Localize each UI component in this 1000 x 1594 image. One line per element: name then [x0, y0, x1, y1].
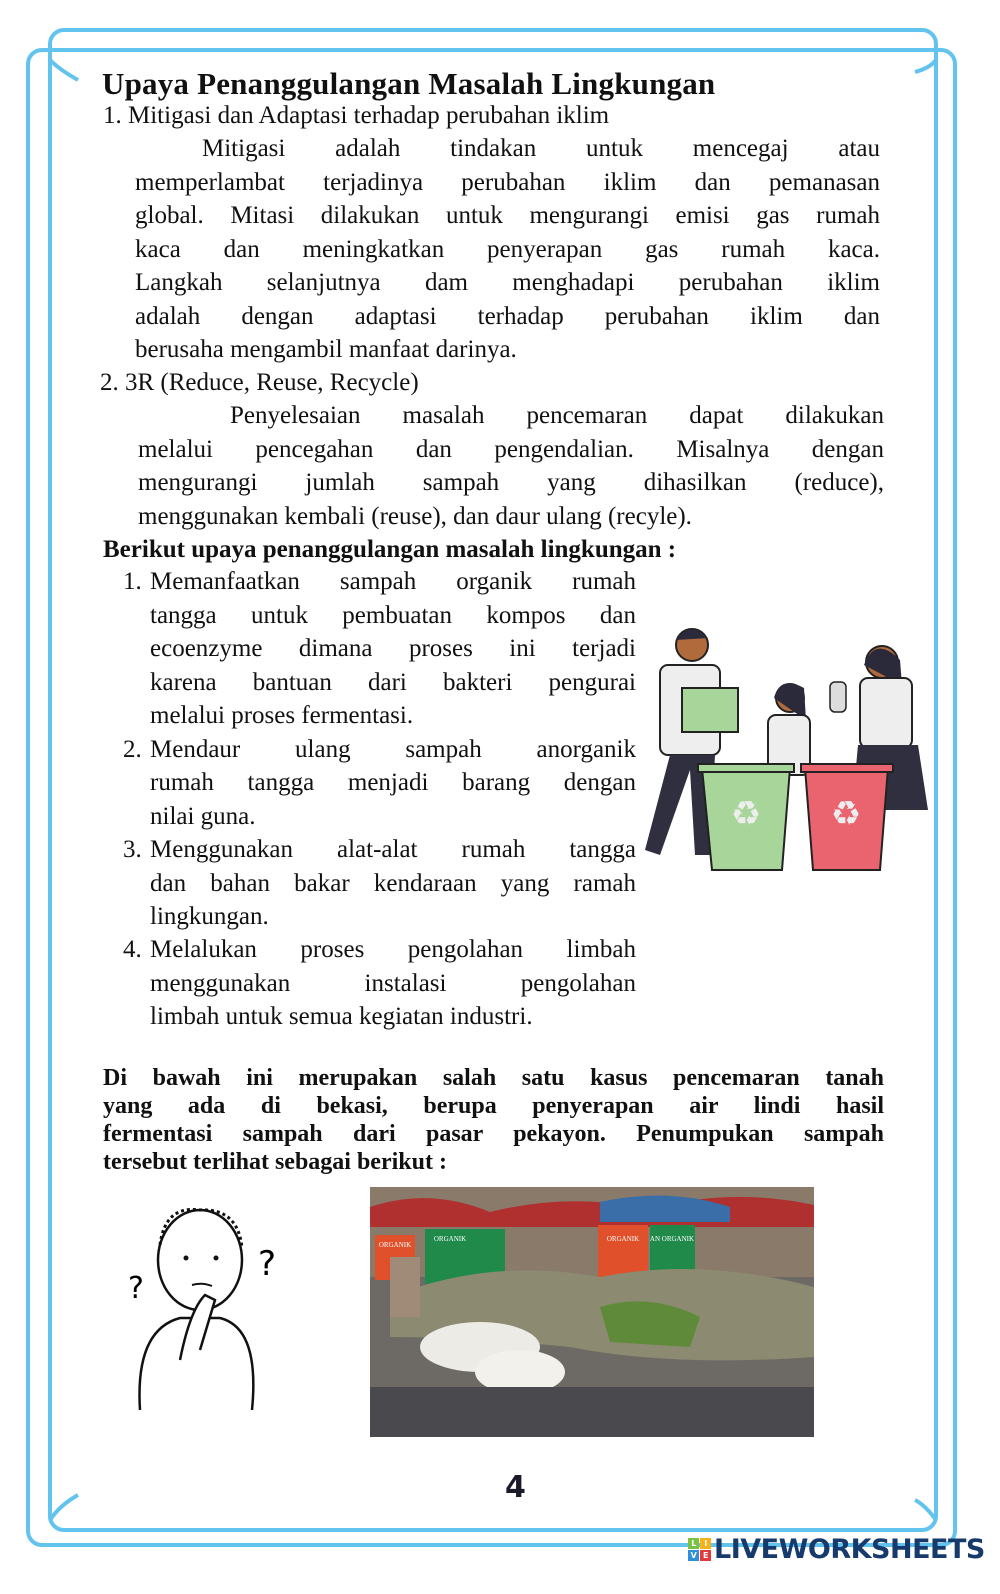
- list-item-line: tangga untuk pembuatan kompos dan: [150, 602, 636, 629]
- section1-line: global. Mitasi dilakukan untuk mengurangi emisi gas rumah: [135, 202, 880, 229]
- logo-blocks-icon: L I V E: [688, 1538, 711, 1561]
- photo-sign: ORGANIK: [433, 1235, 467, 1243]
- section2-line: melalui pencegahan dan pengendalian. Misalnya dengan: [138, 436, 884, 463]
- page-number: 4: [505, 1470, 526, 1505]
- list-number: 4.: [123, 936, 142, 963]
- list-item-line: nilai guna.: [150, 803, 256, 830]
- list-number: 3.: [123, 836, 142, 863]
- section1-line: Langkah selanjutnya dam menghadapi perubahan iklim: [135, 269, 880, 296]
- section2-line: mengurangi jumlah sampah yang dihasilkan (reduce),: [138, 469, 884, 496]
- photo-sign: AN ORGANIK: [649, 1235, 695, 1243]
- recycle-icon: ♻: [730, 796, 762, 833]
- case-line: Di bawah ini merupakan salah satu kasus pencemaran tanah: [103, 1065, 884, 1091]
- list-item-line: limbah untuk semua kegiatan industri.: [150, 1003, 533, 1030]
- logo-text: LIVEWORKSHEETS: [714, 1534, 985, 1565]
- section1-heading: 1. Mitigasi dan Adaptasi terhadap perubahan iklim: [103, 102, 610, 129]
- list-item-line: Memanfaatkan sampah organik rumah: [150, 568, 636, 595]
- section2-line: menggunakan kembali (reuse), dan daur ulang (recyle).: [138, 503, 692, 530]
- section1-line: adalah dengan adaptasi terhadap perubahan iklim dan: [135, 303, 880, 330]
- recycle-icon: ♻: [830, 796, 862, 833]
- section2-heading: 2. 3R (Reduce, Reuse, Recycle): [100, 369, 419, 396]
- question-mark-icon: ?: [128, 1271, 144, 1306]
- section1-line: Mitigasi adalah tindakan untuk mencegaj atau: [202, 135, 880, 162]
- list-item-line: ecoenzyme dimana proses ini terjadi: [150, 635, 636, 662]
- thinking-person-illustration: [120, 1200, 295, 1420]
- case-line: tersebut terlihat sebagai berikut :: [103, 1149, 447, 1175]
- list-item-line: melalui proses fermentasi.: [150, 702, 414, 729]
- photo-sign: ORGANIK: [378, 1241, 412, 1249]
- market-waste-photo: [370, 1187, 814, 1437]
- list-number: 1.: [123, 568, 142, 595]
- recycling-family-illustration: [630, 620, 930, 875]
- list-item-line: Mendaur ulang sampah anorganik: [150, 736, 636, 763]
- list-item-line: menggunakan instalasi pengolahan: [150, 970, 636, 997]
- question-mark-icon: ?: [258, 1244, 277, 1284]
- list-item-line: karena bantuan dari bakteri pengurai: [150, 669, 636, 696]
- photo-sign: ORGANIK: [606, 1235, 640, 1243]
- case-line: fermentasi sampah dari pasar pekayon. Penumpukan sampah: [103, 1121, 884, 1147]
- page-title: Upaya Penanggulangan Masalah Lingkungan: [102, 66, 716, 101]
- section1-line: berusaha mengambil manfaat darinya.: [135, 336, 517, 363]
- list-item-line: dan bahan bakar kendaraan yang ramah: [150, 870, 636, 897]
- section1-line: memperlambat terjadinya perubahan iklim dan pemanasan: [135, 169, 880, 196]
- section1-line: kaca dan meningkatkan penyerapan gas rumah kaca.: [135, 236, 880, 263]
- list-number: 2.: [123, 736, 142, 763]
- list-item-line: Menggunakan alat-alat rumah tangga: [150, 836, 636, 863]
- list-item-line: lingkungan.: [150, 903, 269, 930]
- list-item-line: rumah tangga menjadi barang dengan: [150, 769, 636, 796]
- efforts-heading: Berikut upaya penanggulangan masalah lingkungan :: [103, 536, 677, 563]
- list-item-line: Melalukan proses pengolahan limbah: [150, 936, 636, 963]
- liveworksheets-logo: [688, 1534, 985, 1565]
- section2-line: Penyelesaian masalah pencemaran dapat dilakukan: [230, 402, 884, 429]
- case-line: yang ada di bekasi, berupa penyerapan air lindi hasil: [103, 1093, 884, 1119]
